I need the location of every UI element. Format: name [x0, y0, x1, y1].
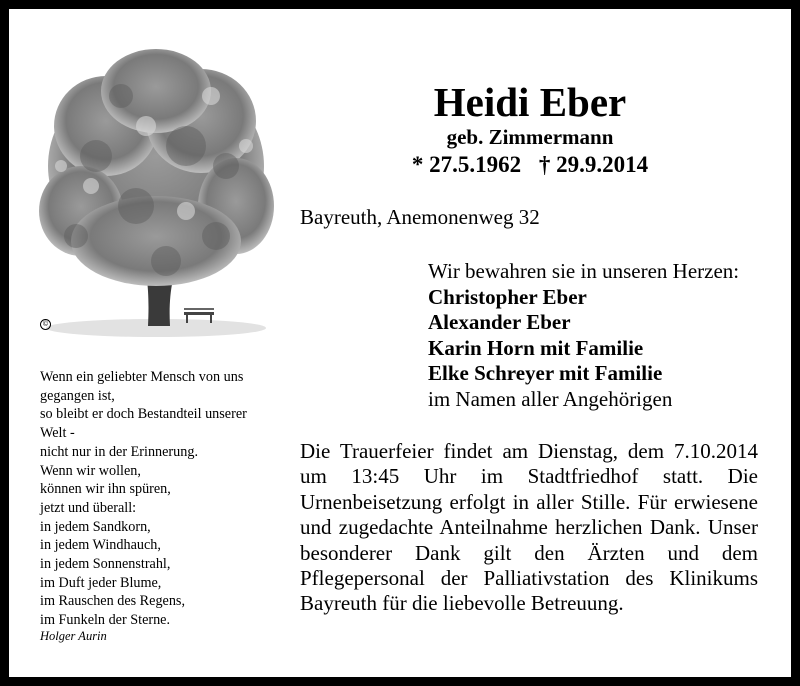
life-dates — [300, 151, 760, 179]
mourner-name: Christopher Eber — [428, 284, 587, 309]
copyright-icon: © — [40, 319, 51, 330]
poem-line: in jedem Sandkorn, — [40, 518, 151, 535]
tree-icon — [36, 36, 276, 341]
poem-line: im Rauschen des Regens, — [40, 593, 185, 610]
poem-line: in jedem Windhauch, — [40, 537, 161, 554]
deceased-name: Heidi Eber — [433, 79, 627, 125]
mourners-outro: im Namen aller Angehörigen — [428, 386, 673, 411]
mourner-name: Alexander Eber — [428, 310, 571, 335]
death-date: † 29.9.2014 — [538, 152, 649, 177]
service-details: Die Trauerfeier findet am Dienstag, dem 7.10.2014 um 13:45 Uhr im Stadtfriedhof statt. Die Urnenbeisetzung erfolgt in aller Stille. Für erwiesene und zugedachte Anteilnahme herzlichen Dank. Unser besonderer Dank gilt den Ärzten und dem Pflegepersonal der Palliativstation des Klinikums Bayreuth für die liebevolle Betreuung. — [300, 439, 758, 616]
poem-line: Wenn wir wollen, — [40, 462, 141, 479]
poem-line: gegangen ist, — [40, 387, 115, 404]
birth-date: * 27.5.1962 — [411, 152, 522, 177]
poem-line: Wenn ein geliebter Mensch von uns — [40, 369, 244, 385]
address: Bayreuth, Anemonenweg 32 — [300, 205, 540, 229]
mourners-intro: Wir bewahren sie in unseren Herzen: — [428, 259, 740, 283]
poem-author: Holger Aurin — [40, 629, 107, 643]
poem-line: nicht nur in der Erinnerung. — [40, 443, 198, 460]
poem-line: im Duft jeder Blume, — [40, 574, 162, 591]
poem-line: im Funkeln der Sterne. — [40, 612, 171, 629]
poem-line: jetzt und überall: — [40, 499, 137, 516]
birth-name: geb. Zimmermann — [446, 125, 614, 149]
mourner-name: Karin Horn mit Familie — [428, 335, 644, 360]
mourners-block — [428, 259, 739, 413]
poem-line: können wir ihn spüren, — [40, 481, 171, 498]
poem — [40, 368, 290, 630]
poem-line: in jedem Sonnenstrahl, — [40, 556, 171, 573]
poem-line: Welt - — [40, 425, 75, 442]
poem-line: so bleibt er doch Bestandteil unserer — [40, 406, 247, 423]
mourner-name: Elke Schreyer mit Familie — [428, 361, 663, 386]
